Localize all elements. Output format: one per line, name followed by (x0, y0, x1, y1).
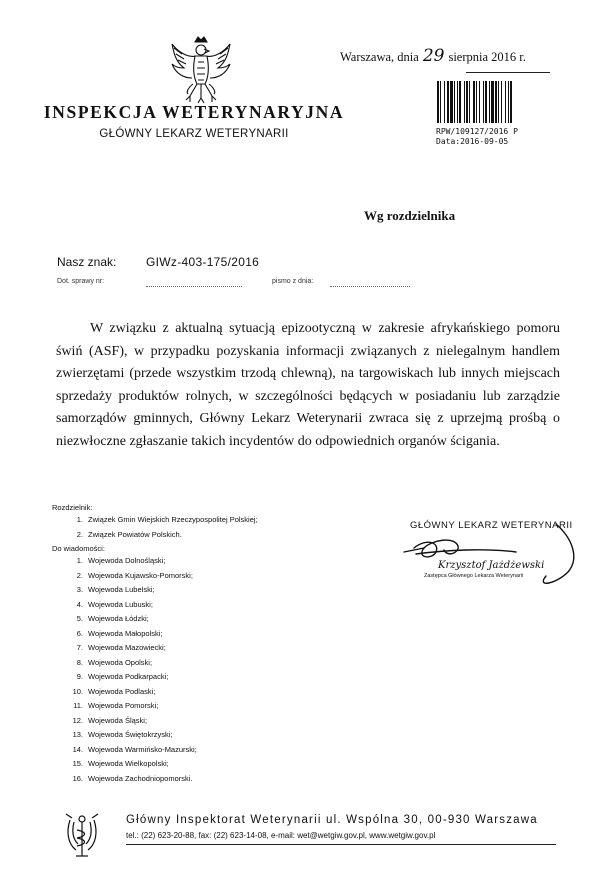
case-number-blank (146, 286, 242, 287)
list-item: 5. Wojewoda Łódzki; (76, 614, 149, 623)
registry-date: Data:2016-09-05 (436, 137, 509, 146)
registry-stamp (436, 127, 518, 147)
list-item: 1. Wojewoda Dolnośląski; (76, 556, 166, 565)
stamp-title: GŁÓWNY LEKARZ WETERYNARII (410, 520, 573, 531)
recipient-line: Wg rozdzielnika (364, 208, 456, 223)
stamp-position: Zastępca Głównego Lekarza Weterynarii (424, 573, 524, 579)
letter-date-label: pismo z dnia: (272, 278, 314, 285)
date-line (340, 46, 526, 66)
list-item: 9. Wojewoda Podkarpacki; (76, 672, 169, 681)
barcode-icon (436, 80, 548, 124)
signature-icon (396, 518, 586, 594)
list-item: 16. Wojewoda Zachodniopomorski. (72, 773, 193, 783)
veterinary-inspection-logo-icon (62, 810, 102, 860)
sub-institution-name: GŁÓWNY LEKARZ WETERYNARII (99, 128, 289, 140)
footer-contacts: tel.: (22) 623-20-88, fax: (22) 623-14-08, e-mail: wet@wetgiw.gov.pl, www.wetgiw.gov.pl (126, 831, 436, 840)
list-item: 2. Wojewoda Kujawsko-Pomorski; (76, 570, 193, 580)
our-ref-value: GIWz-403-175/2016 (146, 255, 260, 269)
list-item: 6. Wojewoda Małopolski; (76, 628, 163, 638)
case-number-label: Dot. sprawy nr: (57, 278, 105, 285)
date-day: 29 (422, 46, 445, 66)
list-item: 12. Wojewoda Śląski; (72, 715, 148, 725)
list-item: 3. Wojewoda Lubelski; (76, 585, 155, 594)
list-item: 15. Wojewoda Wielkopolski; (72, 759, 169, 768)
list-item: 10. Wojewoda Podlaski; (72, 686, 156, 696)
body-text (56, 318, 560, 454)
our-ref-label: Nasz znak: (57, 255, 117, 269)
list-item: 13. Wojewoda Świętokrzyski; (72, 730, 173, 739)
list-item: 1. Związek Gmin Wiejskich Rzeczypospolitej Polskiej; (76, 515, 258, 524)
list-item: 14. Wojewoda Warmińsko-Mazurski; (72, 744, 197, 754)
date-underline (466, 72, 550, 73)
institution-name: INSPEKCJA WETERYNARYJNA (43, 102, 345, 122)
for-information-heading: Do wiadomości: (52, 544, 105, 553)
distribution-heading: Rozdzielnik: (52, 503, 93, 512)
date-suffix: sierpnia 2016 r. (448, 50, 526, 64)
list-item: 4. Wojewoda Lubuski; (76, 599, 153, 609)
eagle-emblem-icon (168, 34, 234, 106)
list-item: 2. Związek Powiatów Polskich. (76, 529, 182, 539)
letter-date-blank (330, 286, 410, 287)
footer-divider (126, 844, 556, 845)
footer-address: Główny Inspektorat Weterynarii ul. Wspólna 30, 00-930 Warszawa (126, 814, 538, 826)
registry-number: RPW/109127/2016 P (436, 127, 518, 136)
date-prefix: Warszawa, dnia (340, 50, 419, 64)
list-item: 11. Wojewoda Pomorski; (73, 701, 159, 710)
list-item: 7. Wojewoda Mazowiecki; (76, 643, 166, 652)
list-item: 8. Wojewoda Opolski; (76, 657, 153, 667)
stamp-name: Krzysztof Jażdżewski (438, 560, 545, 571)
body-paragraph: W związku z aktualną sytuacją epizootyczną w zakresie afrykańskiego pomoru świń (ASF), w przypadku pozyskania informacji związanych z nielegalnym handlem zwierzętami (przede wszystkim trzodą chlewną), na targowiskach lub innych miejscach sprzedaży produktów rolnych, w szczególności będących w posiadaniu lub zarządzie samorządów gminnych, Główny Lekarz Weterynarii zwraca się z uprzejmą prośbą o niezwłoczne zgłaszanie takich incydentów do odpowiednich organów ścigania. (56, 321, 560, 449)
distribution-block (52, 502, 258, 786)
